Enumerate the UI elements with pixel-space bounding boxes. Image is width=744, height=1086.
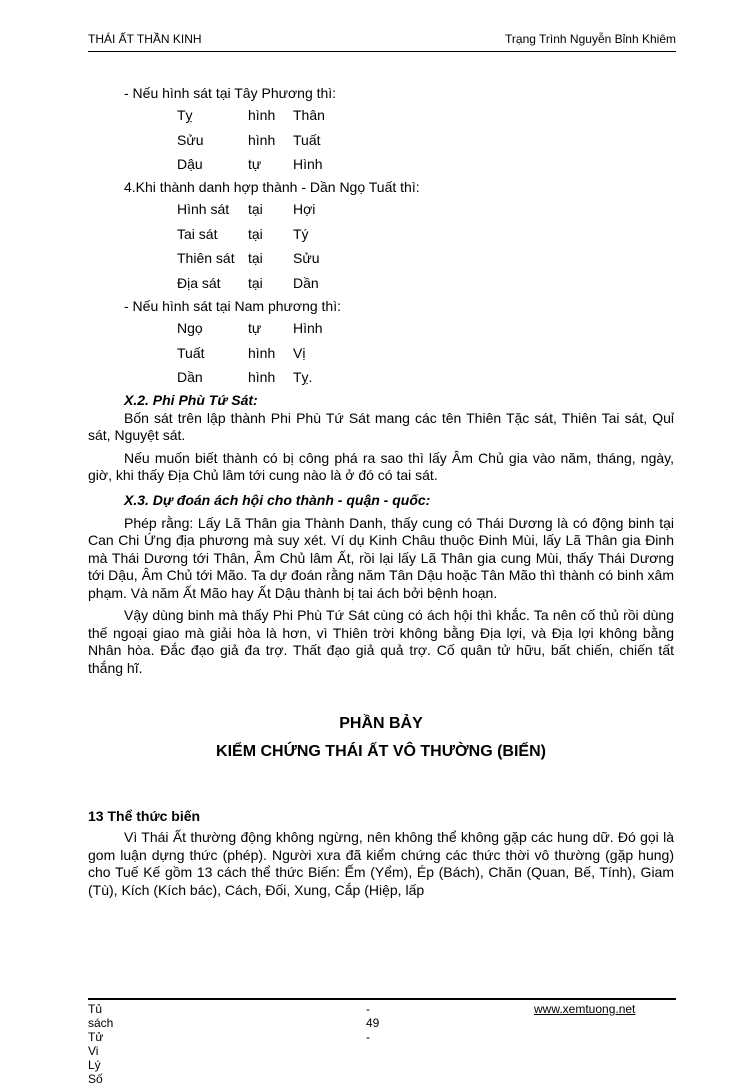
header-book-title: THÁI ẤT THẦN KINH [88,32,202,46]
cell: Dần [177,369,203,386]
section-13-heading: 13 Thể thức biến [88,808,201,825]
cell: Tai sát [177,225,218,242]
cell: hình [248,107,276,123]
section-x3-heading: X.3. Dự đoán ách hội cho thành - quận - quốc: [124,491,431,508]
cell: Tý [293,225,309,242]
cell: Ngọ [177,319,203,336]
table-row [88,128,674,153]
section-x2-paragraph-2: Nếu muốn biết thành có bị công phá ra sao thì lấy Âm Chủ gia vào năm, tháng, ngày, giờ, khi thấy Địa Chủ lâm tới cung nào là ở đó có tai sát. [88,449,674,484]
cell: Thân [293,107,325,123]
cell: Sửu [293,250,320,267]
footer-website-link[interactable]: www.xemtuong.net [534,1002,636,1016]
cell: Tỵ. [293,369,313,386]
cell: tại [248,275,263,292]
cell: Hợi [293,201,316,218]
cell: tự [248,319,262,336]
footer-series: Tủ sách Tử Vi Lý Số [88,1002,114,1086]
block2-intro: 4.Khi thành danh hợp thành - Dần Ngọ Tuất thì: [124,179,420,196]
part-subtitle: KIỂM CHỨNG THÁI ẤT VÔ THƯỜNG (BIẾN) [216,743,546,761]
cell: Thiên sát [177,250,235,267]
header-rule [88,51,676,52]
table-row [88,222,674,247]
block3-intro: - Nếu hình sát tại Nam phương thì: [124,297,341,314]
table-row [88,365,674,390]
header-author: Trạng Trình Nguyễn Bỉnh Khiêm [505,32,676,46]
table-row [88,246,674,271]
page-body [88,83,674,899]
cell: Tỵ [177,107,193,123]
cell: Tuất [177,344,205,361]
cell: Dậu [177,156,203,173]
table-row [88,103,674,128]
table-row [88,316,674,341]
cell: tự [248,156,262,173]
part-title: PHẦN BẢY [339,715,423,733]
cell: hình [248,344,276,361]
table-row [88,152,674,177]
cell: Hình [293,156,323,173]
cell: hình [248,131,276,148]
cell: tại [248,250,263,267]
cell: Sửu [177,131,204,148]
cell: tại [248,225,263,242]
cell: Tuất [293,131,321,148]
table-row [88,341,674,366]
section-x3-paragraph-1: Phép rằng: Lấy Lã Thân gia Thành Danh, thấy cung có Thái Dương là có động binh tại Can Chi Ứng địa phương mà suy xét. Ví dụ Kinh Châu thuộc Đinh Mùi, lấy Lã Thân gia Đinh mà Thái Dương tới Thân, Âm Chủ lâm Ất, rồi lại lấy Lã Thân gia cung Mùi, thấy Thái Dương tới Dậu, Âm Chủ tới Mão. Ta dự đoán rằng năm Tân Dậu hoặc Tân Mão thì thành có binh xâm phạm. Và năm Ất Mão hay Ất Dậu thành bị tai ách bởi bệnh hoạn. [88,514,674,601]
section-x3-paragraph-2: Vậy dùng binh mà thấy Phi Phù Tứ Sát cùng có ách hội thì khắc. Ta nên cố thủ rồi dùng thế ngoại giao mà giải hòa là hơn, vì Thiên trời không bằng Địa lợi, và Địa lợi không bằng Nhân hòa. Đắc đạo giả đa trợ. Thất đạo giả quả trợ. Cố quân tử hữu, bất chiến, chiến tất thắng hĩ. [88,607,674,676]
cell: Địa sát [177,275,221,292]
page-number: - 49 - [366,1002,380,1044]
table-row [88,197,674,222]
cell: hình [248,369,276,386]
block1-intro: - Nếu hình sát tại Tây Phương thì: [124,85,337,101]
cell: Vị [293,344,306,361]
section-x2-heading: X.2. Phi Phù Tứ Sát: [124,391,258,408]
cell: tại [248,201,263,218]
section-13-paragraph-1: Vì Thái Ất thường động không ngừng, nên không thể không gặp các hung dữ. Đó gọi là gom luận dựng thức (phép). Người xưa đã kiểm chứng các thức thời vô thường (gặp hung) cho Tuế Kế gồm 13 cách thể thức Biến: Ếm (Yểm), Ép (Bách), Chăn (Quan, Bế, Tính), Giam (Tù), Kích (Kích bác), Cách, Đối, Xung, Cắp (Hiệp, lấp [88,829,674,898]
cell: Dần [293,275,319,292]
footer-rule [88,998,676,1000]
cell: Hình [293,319,323,336]
table-row [88,271,674,296]
cell: Hình sát [177,201,230,218]
section-x2-paragraph-1: Bốn sát trên lập thành Phi Phù Tứ Sát mang các tên Thiên Tặc sát, Thiên Tai sát, Quỉ sát, Nguyệt sát. [88,409,674,444]
